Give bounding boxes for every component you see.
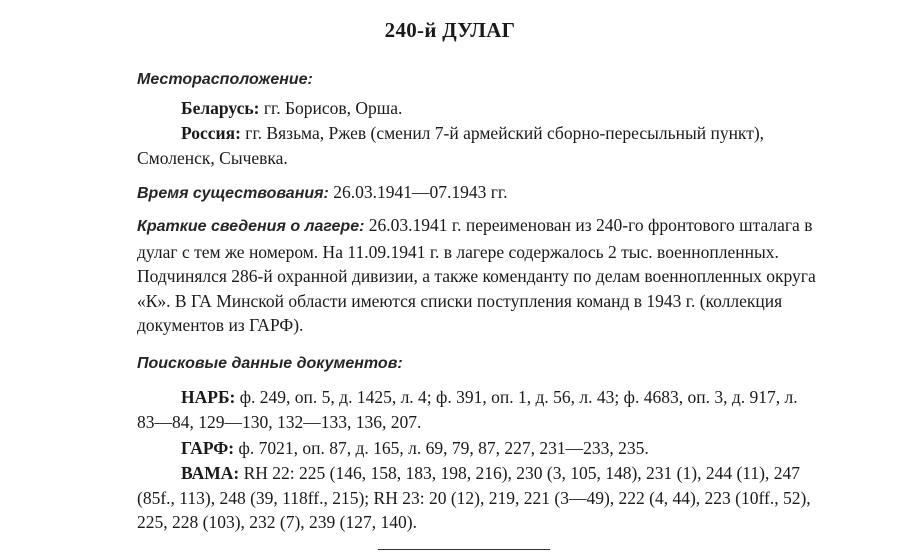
russia-label: Россия:	[181, 123, 241, 143]
location-belarus	[137, 96, 817, 121]
bama-label: ВАМА:	[181, 463, 240, 483]
period-text: 26.03.1941—07.1943 гг.	[328, 182, 508, 202]
summary-header: Краткие сведения о лагере:	[137, 218, 365, 235]
garf-text: ф. 7021, оп. 87, д. 165, л. 69, 79, 87, 227, 231—233, 235.	[234, 438, 649, 458]
location-section	[137, 68, 817, 93]
search-header: Поисковые данные документов:	[137, 355, 403, 372]
period-section	[137, 180, 817, 207]
page-title: 240-й ДУЛАГ	[384, 18, 516, 42]
narb-label: НАРБ:	[181, 387, 236, 407]
search-narb	[137, 385, 817, 434]
search-section	[137, 352, 817, 377]
location-russia	[137, 121, 817, 170]
bama-text: RH 22: 225 (146, 158, 183, 198, 216), 230 (3, 105, 148), 231 (1), 244 (11), 247 (85f., 113), 248 (39, 118ff., 215); RH 23: 20 (12), 219, 221 (3—49), 222 (4, 44), 223 (10ff., 52), 225, 228 (103), 232 (7), 239 (127, 140).	[137, 463, 811, 532]
footer-divider	[378, 549, 550, 550]
belarus-label: Беларусь:	[181, 98, 260, 118]
search-garf	[137, 436, 817, 461]
belarus-text: гг. Борисов, Орша.	[259, 98, 403, 118]
russia-text: гг. Вязьма, Ржев (сменил 7-й армейский сборно-пересыльный пункт), Смоленск, Сычевка.	[137, 123, 765, 168]
location-header: Месторасположение:	[137, 71, 313, 88]
period-header: Время существования:	[137, 185, 329, 202]
garf-label: ГАРФ:	[181, 438, 235, 458]
narb-text: ф. 249, оп. 5, д. 1425, л. 4; ф. 391, оп. 1, д. 56, л. 43; ф. 4683, оп. 3, д. 917, л. 83—84, 129—130, 132—133, 136, 207.	[137, 387, 798, 432]
search-bama	[137, 461, 817, 535]
summary-text: 26.03.1941 г. переименован из 240-го фронтового шталага в дулаг с тем же номером. На 11.09.1941 г. в лагере содержалось 2 тыс. военнопленных. Подчинялся 286-й охранной дивизии, а также коменданту по делам военнопленных округа «К». В ГА Минской области имеются списки поступления команд в 1943 г. (коллекция документов из ГАРФ).	[137, 215, 816, 335]
summary-section	[137, 213, 817, 338]
